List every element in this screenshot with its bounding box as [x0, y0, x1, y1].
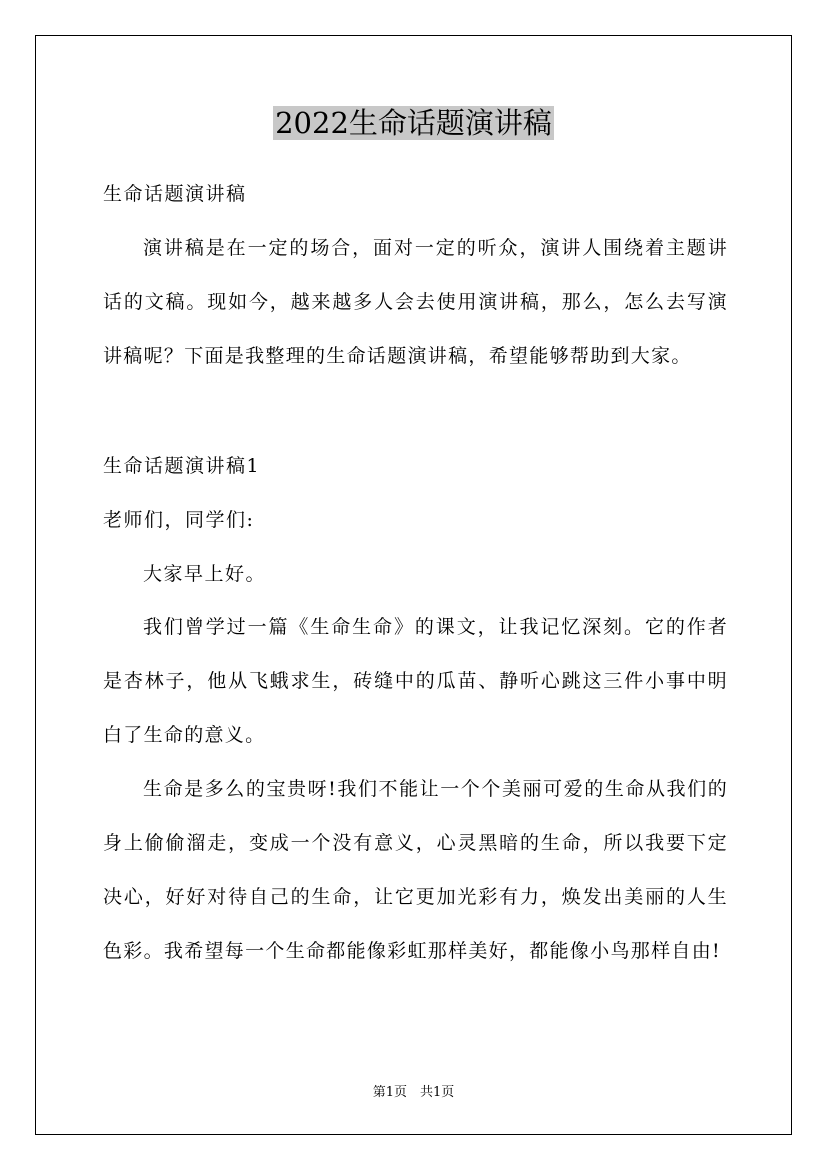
document-title-text: 2022生命话题演讲稿 — [275, 106, 552, 140]
intro-paragraph: 演讲稿是在一定的场合，面对一定的听众，演讲人围绕着主题讲话的文稿。现如今，越来越多人会去使用演讲稿，那么，怎么去写演讲稿呢？下面是我整理的生命话题演讲稿，希望能够帮助到大家。 — [103, 237, 728, 367]
body-paragraph-2: 生命是多么的宝贵呀!我们不能让一个个美丽可爱的生命从我们的身上偷偷溜走，变成一个没有意义，心灵黑暗的生命，所以我要下定决心，好好对待自己的生命，让它更加光彩有力，焕发出美丽的人生色彩。我希望每一个生命都能像彩虹那样美好，都能像小鸟那样自由! — [103, 778, 728, 962]
page-number: 第1页 共1页 — [372, 1085, 455, 1100]
page-footer — [0, 1085, 827, 1101]
document-title — [0, 103, 827, 143]
body-paragraph-1: 我们曾学过一篇《生命生命》的课文，让我记忆深刻。它的作者是杏林子，他从飞蛾求生，砖缝中的瓜苗、静听心跳这三件小事中明白了生命的意义。 — [103, 616, 728, 746]
section-heading: 生命话题演讲稿1 — [103, 455, 261, 477]
document-subtitle: 生命话题演讲稿 — [103, 183, 247, 205]
greeting: 大家早上好。 — [143, 563, 267, 585]
salutation: 老师们，同学们: — [103, 509, 255, 531]
